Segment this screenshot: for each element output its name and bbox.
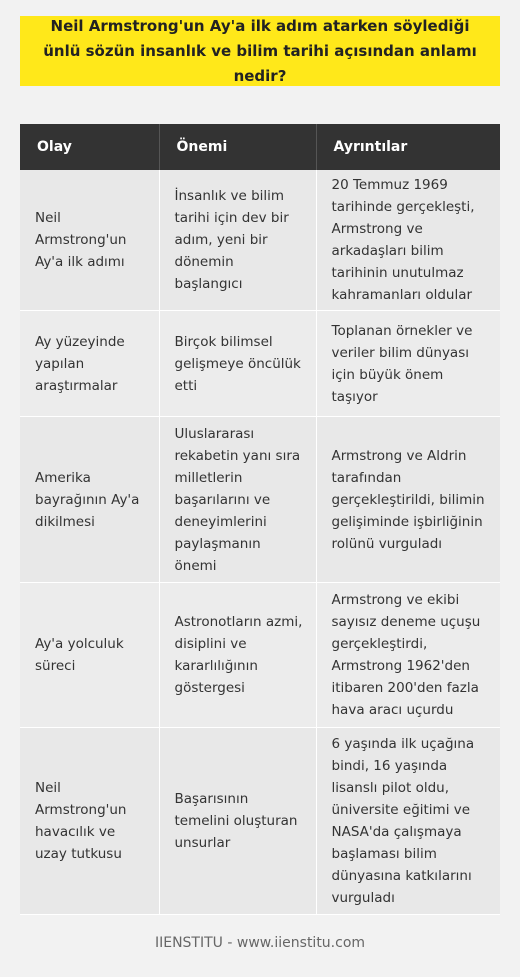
cell-onemi: İnsanlık ve bilim tarihi için dev bir adım, yeni bir dönemin başlangıcı: [159, 170, 316, 311]
table-row: [20, 170, 500, 311]
cell-onemi: Uluslararası rekabetin yanı sıra milletlerin başarılarını ve deneyimlerini paylaşmanın önemi: [159, 417, 316, 583]
cell-olay: Amerika bayrağının Ay'a dikilmesi: [20, 417, 159, 583]
table-row: [20, 417, 500, 583]
footer-credit: IIENSTITU - www.iienstitu.com: [154, 935, 366, 951]
cell-olay: Ay'a yolculuk süreci: [20, 583, 159, 728]
column-header-onemi: Önemi: [159, 124, 316, 170]
table-header-row: [20, 124, 500, 170]
cell-ayrintilar: 6 yaşında ilk uçağına bindi, 16 yaşında lisanslı pilot oldu, üniversite eğitimi ve NASA'da çalışmaya başlaması bilim dünyasına katkılarını vurguladı: [316, 728, 500, 915]
info-table-container: [20, 124, 500, 915]
page-title: [20, 16, 500, 86]
info-table: [20, 124, 500, 915]
table-row: [20, 583, 500, 728]
cell-ayrintilar: Armstrong ve ekibi sayısız deneme uçuşu gerçekleştirdi, Armstrong 1962'den itibaren 200'den fazla hava aracı uçurdu: [316, 583, 500, 728]
cell-olay: Ay yüzeyinde yapılan araştırmalar: [20, 311, 159, 417]
cell-ayrintilar: Armstrong ve Aldrin tarafından gerçekleştirildi, bilimin gelişiminde işbirliğinin rolünü vurguladı: [316, 417, 500, 583]
column-header-ayrintilar: Ayrıntılar: [316, 124, 500, 170]
cell-ayrintilar: 20 Temmuz 1969 tarihinde gerçekleşti, Armstrong ve arkadaşları bilim tarihinin unutulmaz kahramanları oldular: [316, 170, 500, 311]
cell-olay: Neil Armstrong'un Ay'a ilk adımı: [20, 170, 159, 311]
cell-onemi: Başarısının temelini oluşturan unsurlar: [159, 728, 316, 915]
cell-olay: Neil Armstrong'un havacılık ve uzay tutkusu: [20, 728, 159, 915]
table-row: [20, 311, 500, 417]
table-row: [20, 728, 500, 915]
cell-onemi: Birçok bilimsel gelişmeye öncülük etti: [159, 311, 316, 417]
column-header-olay: Olay: [20, 124, 159, 170]
cell-onemi: Astronotların azmi, disiplini ve kararlılığının göstergesi: [159, 583, 316, 728]
page-title-text: Neil Armstrong'un Ay'a ilk adım atarken söylediği ünlü sözün insanlık ve bilim tarihi açısından anlamı nedir?: [43, 16, 477, 85]
cell-ayrintilar: Toplanan örnekler ve veriler bilim dünyası için büyük önem taşıyor: [316, 311, 500, 417]
